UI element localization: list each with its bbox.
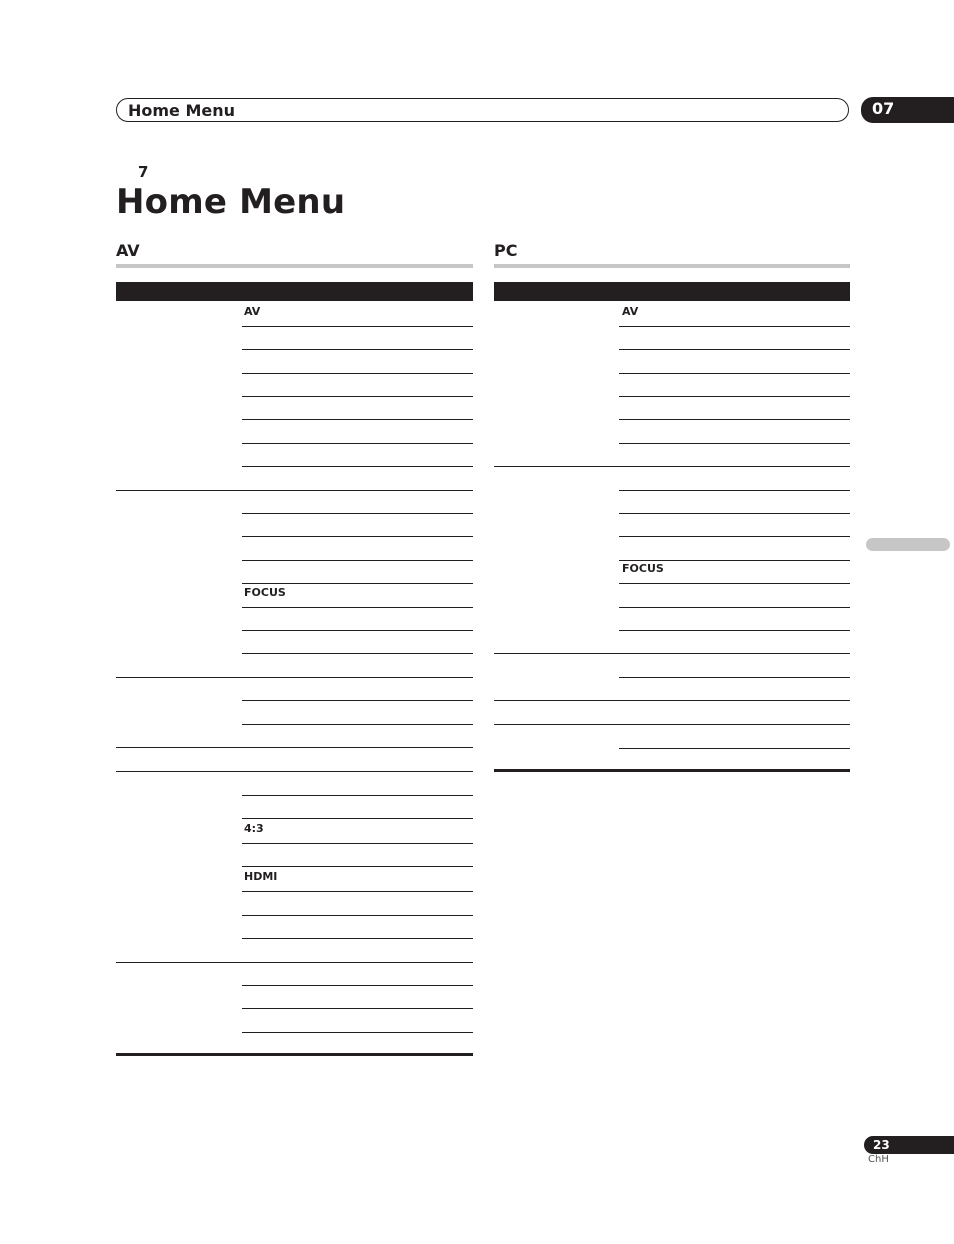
pc-group-divider — [494, 724, 850, 725]
av-row-divider — [242, 915, 473, 916]
pc-row-divider — [619, 748, 850, 749]
av-cell-aspect: 4:3 — [244, 822, 264, 835]
av-row-divider — [242, 795, 473, 796]
av-row-divider — [242, 326, 473, 327]
av-row-divider — [242, 724, 473, 725]
av-row-divider — [242, 866, 473, 867]
pc-row-divider — [619, 583, 850, 584]
chapter-label: 7 — [138, 163, 149, 181]
av-row-divider — [242, 653, 473, 654]
av-row-divider — [242, 843, 473, 844]
av-row-divider — [242, 419, 473, 420]
av-cell-hdmi: HDMI — [244, 870, 278, 883]
side-thumb-tab — [866, 538, 950, 551]
av-row-divider — [242, 607, 473, 608]
av-cell-input: AV — [244, 305, 261, 318]
pc-row-divider — [619, 677, 850, 678]
page-title: Home Menu — [116, 182, 346, 222]
pc-row-divider — [619, 326, 850, 327]
pc-cell-focus: FOCUS — [622, 562, 664, 575]
pc-row-divider — [619, 513, 850, 514]
av-row-divider — [242, 583, 473, 584]
language-code: ChH — [868, 1154, 889, 1165]
pc-row-divider — [619, 349, 850, 350]
av-row-divider — [242, 938, 473, 939]
av-row-divider — [242, 630, 473, 631]
pc-table-header — [494, 282, 850, 301]
pc-row-divider — [619, 560, 850, 561]
av-section-title: AV — [116, 241, 140, 260]
pc-cell-input: AV — [622, 305, 639, 318]
av-row-divider — [242, 818, 473, 819]
av-row-divider — [242, 466, 473, 467]
pc-group-divider — [494, 700, 850, 701]
pc-row-divider — [619, 419, 850, 420]
av-row-divider — [242, 396, 473, 397]
av-row-divider — [242, 373, 473, 374]
pc-group-divider — [494, 466, 850, 467]
av-row-divider — [242, 985, 473, 986]
av-group-divider — [116, 771, 473, 772]
av-group-divider — [116, 490, 473, 491]
pc-section-rule — [494, 264, 850, 268]
pc-row-divider — [619, 607, 850, 608]
av-group-divider — [116, 962, 473, 963]
av-row-divider — [242, 536, 473, 537]
av-section-rule — [116, 264, 473, 268]
pc-section-title: PC — [494, 241, 518, 260]
av-row-divider — [242, 349, 473, 350]
pc-row-divider — [619, 396, 850, 397]
pc-row-divider — [619, 536, 850, 537]
pc-row-divider — [619, 443, 850, 444]
av-table-header — [116, 282, 473, 301]
av-cell-focus: FOCUS — [244, 586, 286, 599]
av-group-divider — [116, 747, 473, 748]
av-row-divider — [242, 891, 473, 892]
pc-row-divider — [619, 373, 850, 374]
page-number: 23 — [873, 1138, 890, 1152]
av-table-bottom-rule — [116, 1053, 473, 1056]
pc-row-divider — [619, 630, 850, 631]
pc-group-divider — [494, 653, 850, 654]
av-row-divider — [242, 1008, 473, 1009]
av-row-divider — [242, 443, 473, 444]
av-row-divider — [242, 700, 473, 701]
pc-row-divider — [619, 490, 850, 491]
header-title: Home Menu — [128, 101, 236, 120]
av-row-divider — [242, 560, 473, 561]
pc-table-bottom-rule — [494, 769, 850, 772]
av-row-divider — [242, 1032, 473, 1033]
av-group-divider — [116, 677, 473, 678]
chapter-number: 07 — [872, 99, 895, 118]
av-row-divider — [242, 513, 473, 514]
